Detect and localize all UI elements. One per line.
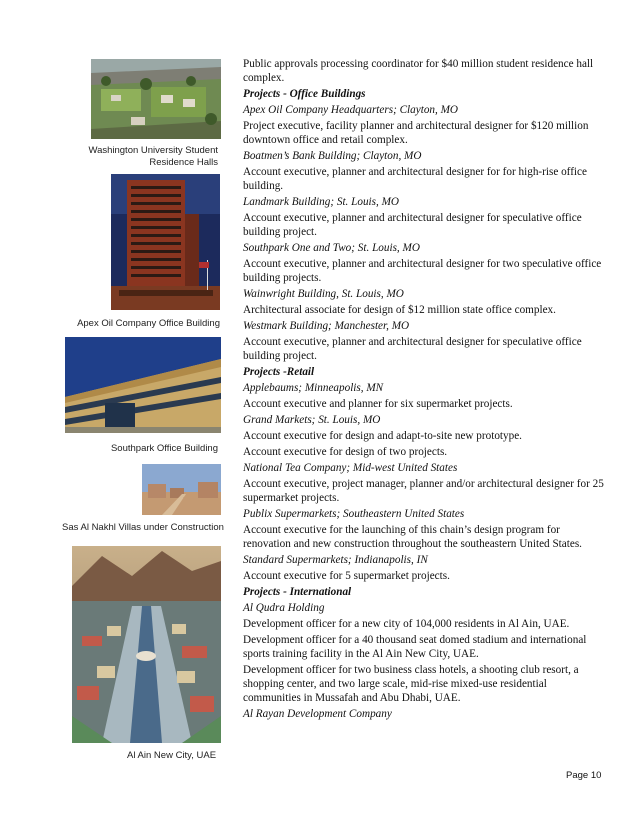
project-description: Account executive, project manager, planner and/or architectural designer for 25 supermarket projects. xyxy=(243,478,604,504)
project-name: Standard Supermarkets; Indianapolis, IN xyxy=(243,554,428,566)
project-name: Publix Supermarkets; Southeastern United States xyxy=(243,508,465,520)
project-description: Account executive and planner for six supermarket projects. xyxy=(243,398,513,410)
project-description: Account executive, planner and architectural designer for for high-rise office building. xyxy=(243,166,587,192)
al-ain-rendering xyxy=(72,546,221,743)
project-name: Al Rayan Development Company xyxy=(243,708,392,720)
project-name: Apex Oil Company Headquarters; Clayton, MO xyxy=(243,104,459,116)
sas-villas-photo xyxy=(142,464,221,515)
project-name: Boatmen’s Bank Building; Clayton, MO xyxy=(243,150,422,162)
al-ain-caption xyxy=(127,750,237,762)
al-ain-caption-text: Al Ain New City, UAE xyxy=(127,750,217,761)
project-description: Account executive, planner and architectural designer for speculative office building project. xyxy=(243,212,582,238)
project-description: Architectural associate for design of $12 million state office complex. xyxy=(243,304,556,316)
project-name: Al Qudra Holding xyxy=(243,602,325,614)
project-description: Account executive for 5 supermarket projects. xyxy=(243,570,450,582)
project-name: Grand Markets; St. Louis, MO xyxy=(243,414,381,426)
project-description: Account executive for the launching of this chain’s design program for renovation and new construction throughout the southeastern United States. xyxy=(243,524,582,550)
apex-caption xyxy=(40,318,220,330)
project-description: Public approvals processing coordinator for $40 million student residence hall complex. xyxy=(243,58,594,84)
project-description: Account executive, planner and architectural designer for speculative office building project. xyxy=(243,336,582,362)
section-heading: Projects -Retail xyxy=(243,366,315,378)
project-description: Account executive for design of two projects. xyxy=(243,446,448,458)
project-name: National Tea Company; Mid-west United States xyxy=(243,462,458,474)
apex-oil-photo xyxy=(111,174,220,310)
southpark-caption-text: Southpark Office Building xyxy=(110,443,218,454)
project-name: Westmark Building; Manchester, MO xyxy=(243,320,410,332)
project-description: Development officer for two business class hotels, a shooting club resort, a shopping center, and two large scale, mid-rise mixed-use residential communities in Mussafah and Abu Dhabi, UAE. xyxy=(243,664,579,704)
sas-caption xyxy=(62,522,224,534)
project-name: Southpark One and Two; St. Louis, MO xyxy=(243,242,420,254)
project-name: Wainwright Building, St. Louis, MO xyxy=(243,288,404,300)
southpark-photo xyxy=(65,337,221,433)
project-list xyxy=(243,57,605,723)
southpark-caption xyxy=(60,443,218,455)
page-number: Page 10 xyxy=(566,770,602,781)
apex-caption-text: Apex Oil Company Office Building xyxy=(77,318,220,329)
section-heading: Projects - Office Buildings xyxy=(243,88,366,100)
section-heading: Projects - International xyxy=(243,586,352,598)
project-description: Account executive, planner and architectural designer for two speculative office building projects. xyxy=(243,258,602,284)
project-description: Development officer for a 40 thousand seat domed stadium and international sports training facility in the Al Ain New City, UAE. xyxy=(243,634,587,660)
washu-caption xyxy=(60,145,218,169)
washu-caption-text: Washington University Student Residence Halls xyxy=(88,145,218,168)
project-description: Project executive, facility planner and architectural designer for $120 million downtown office and retail complex. xyxy=(243,120,589,146)
project-description: Development officer for a new city of 104,000 residents in Al Ain, UAE. xyxy=(243,618,570,630)
sas-caption-text: Sas Al Nakhl Villas under Construction xyxy=(62,522,224,533)
project-name: Landmark Building; St. Louis, MO xyxy=(243,196,400,208)
project-name: Applebaums; Minneapolis, MN xyxy=(243,382,384,394)
washu-residence-photo xyxy=(91,59,221,139)
project-description: Account executive for design and adapt-to-site new prototype. xyxy=(243,430,522,442)
